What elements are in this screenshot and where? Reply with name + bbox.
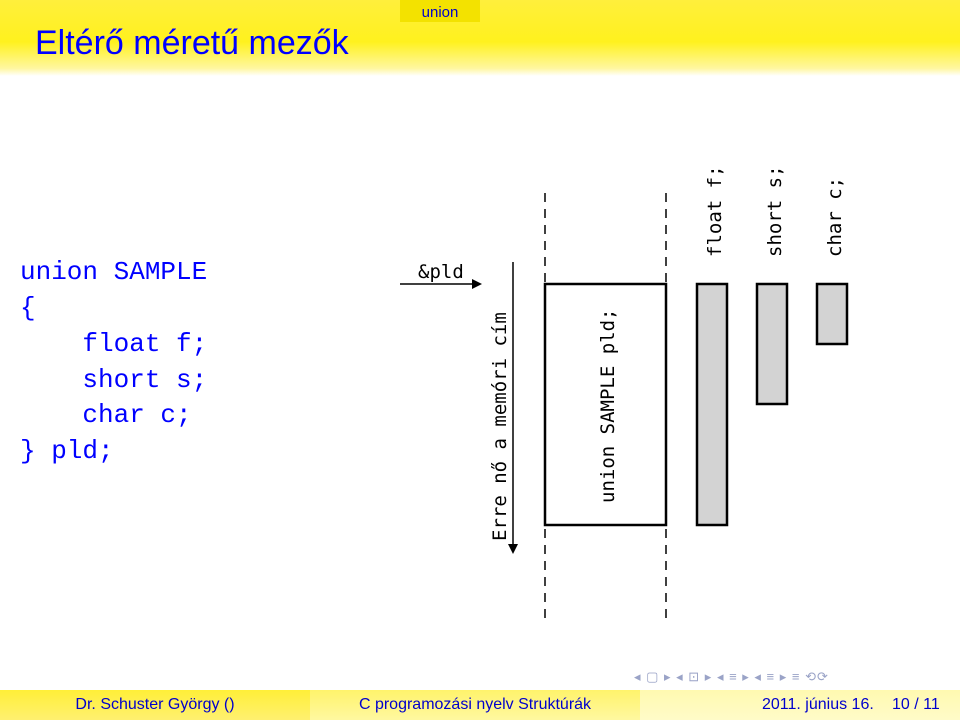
- code-line-char: char c;: [20, 400, 192, 430]
- code-line-float: float f;: [20, 329, 208, 359]
- union-box-label: union SAMPLE pld;: [597, 308, 619, 503]
- beamer-navigation-icons[interactable]: ◂ ▢ ▸ ◂ ⊡ ▸ ◂ ≡ ▸ ◂ ≡ ▸ ≡ ⟲⟳: [634, 669, 829, 684]
- code-line-close: } pld;: [20, 436, 114, 466]
- code-line-union: union SAMPLE: [20, 257, 208, 287]
- footer-author: Dr. Schuster György (): [0, 690, 310, 720]
- address-arrow-label: Erre nő a memóri cím: [489, 312, 511, 541]
- short-bar: [757, 284, 787, 404]
- footer-page-number: 10 / 11: [892, 696, 940, 713]
- footer-date: 2011. június 16.: [762, 696, 874, 713]
- slide-title: Eltérő méretű mezők: [35, 24, 349, 62]
- char-label: char c;: [824, 176, 846, 257]
- char-bar: [817, 284, 847, 344]
- code-line-open-brace: {: [20, 293, 36, 323]
- code-line-short: short s;: [20, 365, 208, 395]
- float-bar: [697, 284, 727, 525]
- pointer-label: &pld: [418, 261, 464, 283]
- short-label: short s;: [764, 165, 786, 257]
- footer-title: C programozási nyelv Struktúrák: [310, 690, 640, 720]
- float-label: float f;: [704, 165, 726, 257]
- footer-info: [640, 690, 960, 720]
- section-tab[interactable]: union: [400, 0, 480, 22]
- slide-footer: [0, 690, 960, 720]
